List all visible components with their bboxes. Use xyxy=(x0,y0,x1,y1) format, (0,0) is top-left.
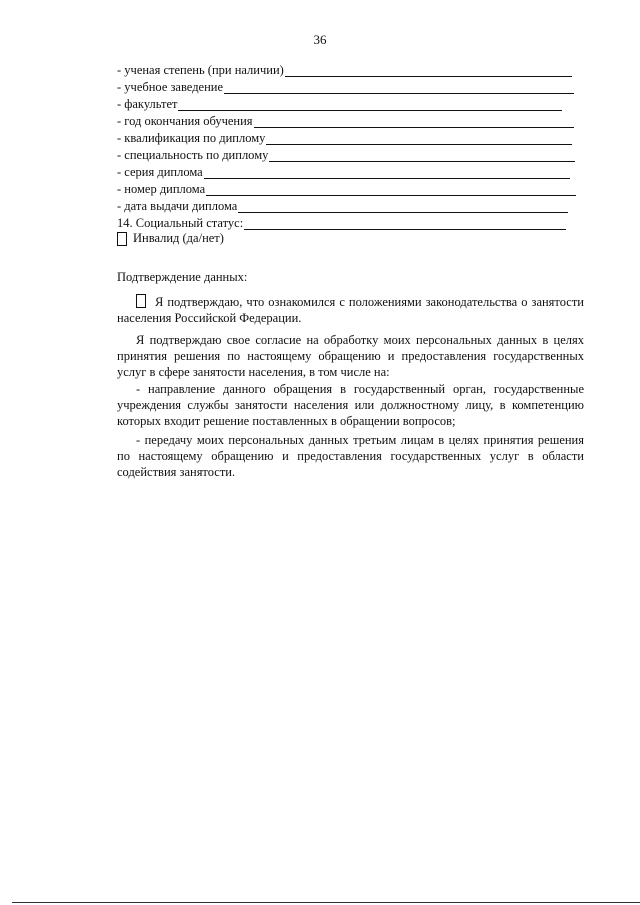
field-label: - год окончания обучения xyxy=(117,114,253,128)
acknowledge-text: Я подтверждаю, что ознакомился с положениями законодательства о занятости населения Российской Федерации. xyxy=(117,295,584,325)
field-label: - номер диплома xyxy=(117,182,206,196)
field-label: - ученая степень (при наличии) xyxy=(117,63,284,77)
field-underline[interactable] xyxy=(206,184,576,196)
field-qualification[interactable] xyxy=(117,128,587,145)
field-underline[interactable] xyxy=(224,82,574,94)
invalid-checkbox[interactable] xyxy=(117,232,127,246)
field-underline[interactable] xyxy=(254,116,574,128)
field-underline[interactable] xyxy=(178,99,562,111)
acknowledge-checkbox[interactable] xyxy=(136,294,146,308)
consent-bullet-forwarding: - направление данного обращения в государственный орган, государственные учреждения службы занятости населения или должностному лицу, в компетенцию которых входит решение поставленных в обращении вопросов; xyxy=(117,382,584,428)
field-educational-institution[interactable] xyxy=(117,77,587,94)
consent-bullet-third-parties: - передачу моих персональных данных третьим лицам в целях принятия решения по настоящему обращению и предоставления государственных услуг в области содействия занятости. xyxy=(117,433,584,479)
field-label: 14. Социальный статус: xyxy=(117,216,244,230)
field-label: - учебное заведение xyxy=(117,80,224,94)
field-underline[interactable] xyxy=(269,150,575,162)
field-label: - дата выдачи диплома xyxy=(117,199,238,213)
field-underline[interactable] xyxy=(204,167,570,179)
field-diploma-series[interactable] xyxy=(117,162,587,179)
field-social-status[interactable] xyxy=(117,213,587,230)
field-label: - факультет xyxy=(117,97,178,111)
field-underline[interactable] xyxy=(285,65,572,77)
invalid-checkbox-row[interactable] xyxy=(117,231,224,246)
field-diploma-issue-date[interactable] xyxy=(117,196,587,213)
field-specialty[interactable] xyxy=(117,145,587,162)
field-graduation-year[interactable] xyxy=(117,111,587,128)
confirmation-title: Подтверждение данных: xyxy=(117,270,248,284)
field-label: - специальность по диплому xyxy=(117,148,269,162)
footer-divider xyxy=(12,902,640,903)
field-underline[interactable] xyxy=(266,133,572,145)
field-underline[interactable] xyxy=(244,218,566,230)
field-academic-degree[interactable] xyxy=(117,60,587,77)
diploma-fields xyxy=(117,60,587,230)
field-label: - квалификация по диплому xyxy=(117,131,266,145)
field-underline[interactable] xyxy=(238,201,568,213)
field-diploma-number[interactable] xyxy=(117,179,587,196)
page-number: 36 xyxy=(313,32,327,47)
field-faculty[interactable] xyxy=(117,94,587,111)
invalid-checkbox-label: Инвалид (да/нет) xyxy=(133,231,224,245)
consent-paragraph: Я подтверждаю свое согласие на обработку моих персональных данных в целях принятия решения по настоящему обращению и предоставления государственных услуг в сфере занятости населения, в том числе на: xyxy=(117,333,584,379)
acknowledge-paragraph xyxy=(117,294,584,326)
field-label: - серия диплома xyxy=(117,165,203,179)
